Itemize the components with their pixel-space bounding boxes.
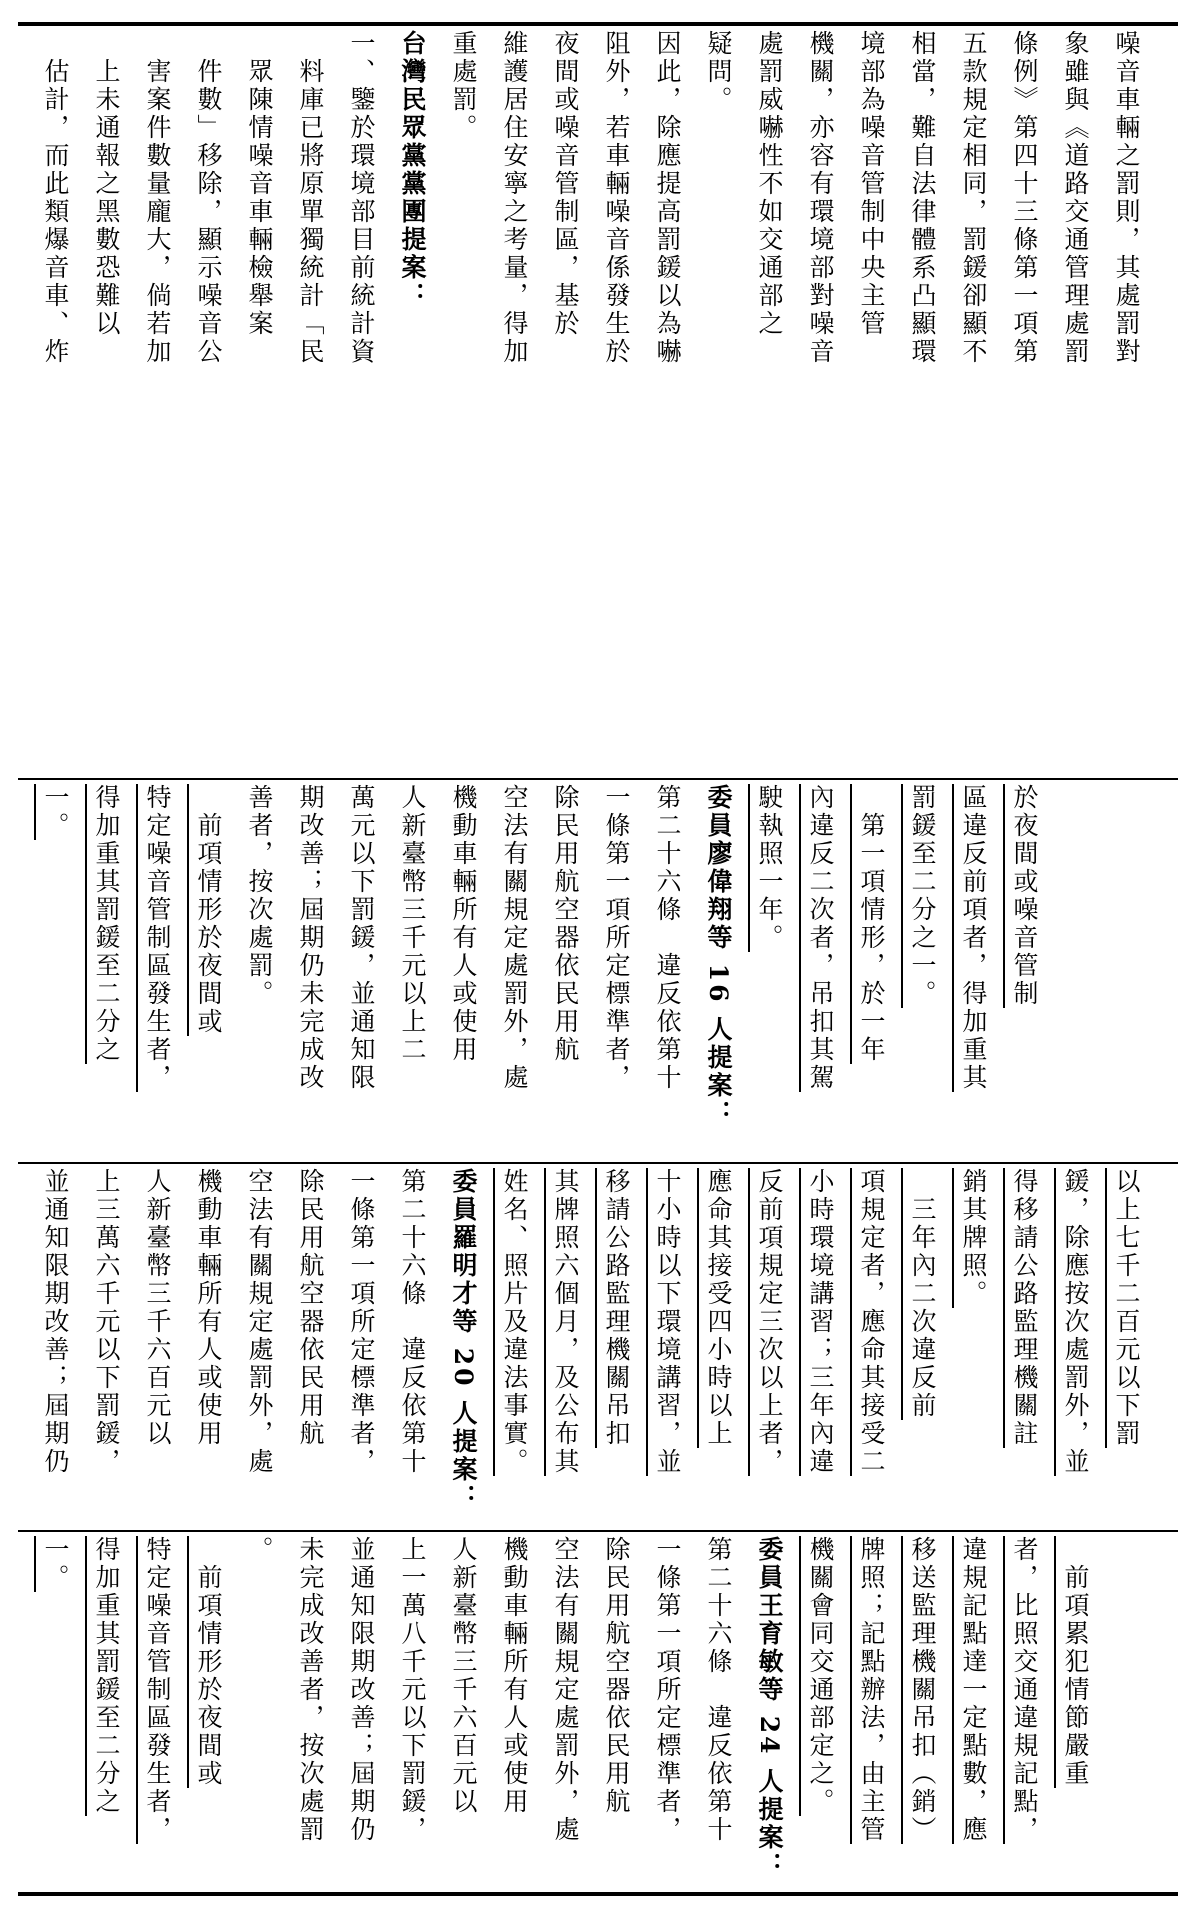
text-line: 移請公路監理機關吊扣 [602,1168,631,1448]
text-line: 相當，難自法律體系凸顯環 [908,30,937,366]
text-line: 條例》第四十三條第一項第 [1010,30,1039,366]
text-line: 得移請公路監理機關註 [1010,1168,1039,1448]
middle-rule-right [18,778,1178,780]
text-line: 反前項規定三次以上者， [755,1168,784,1476]
proposal-heading: 委員廖偉翔等 16 人提案： [704,784,733,1129]
text-line: 罰鍰至二分之一。 [908,784,937,1008]
text-line: 上未通報之黑數恐難以 [92,30,121,338]
text-line: 空法有關規定處罰外，處 [500,784,529,1092]
text-line: 阻外，若車輛噪音係發生於 [602,30,631,366]
text-line: 者，比照交通違規記點， [1010,1536,1039,1844]
text-line: 小時環境講習；三年內違 [806,1168,835,1476]
text-line: 疑問。 [704,30,733,114]
text-line: 機關，亦容有環境部對噪音 [806,30,835,366]
text-line: 夜間或噪音管制區，基於 [551,30,580,338]
text-line: 噪音車輛之罰則，其處罰對 [1112,30,1141,366]
panel-top-right [30,30,1180,400]
text-column [30,1536,1101,1888]
text-line: 害案件數量龐大，倘若加 [143,30,172,366]
text-line: 重處罰。 [449,30,478,142]
text-line: 一條第一項所定標準者， [347,1168,376,1476]
text-line: 人新臺幣三千元以上二 [398,784,427,1064]
text-line: 處罰威嚇性不如交通部之 [755,30,784,338]
text-line: 特定噪音管制區發生者， [143,1536,172,1844]
text-line: 並通知限期改善；屆期仍 [41,1168,70,1476]
text-line: 移送監理機關吊扣（銷） [908,1536,937,1844]
text-line: 鍰，除應按次處罰外，並 [1061,1168,1090,1476]
text-line: 特定噪音管制區發生者， [143,784,172,1092]
text-line: 善者，按次處罰。 [245,784,274,1008]
text-column [30,784,1050,1156]
text-column [30,1168,1152,1524]
bottom-border-rule [18,1892,1178,1896]
proposal-heading: 台灣民眾黨黨團提案： [398,30,427,310]
text-line: 駛執照一年。 [755,784,784,952]
text-line: 一條第一項所定標準者， [653,1536,682,1844]
text-line: 牌照；記點辦法，由主管 [857,1536,886,1844]
text-line: 人新臺幣三千六百元以 [449,1536,478,1816]
text-line: 於夜間或噪音管制 [1010,784,1039,1008]
text-line: 機動車輛所有人或使用 [194,1168,223,1448]
text-line: 項規定者，應命其接受二 [857,1168,886,1476]
text-line: 萬元以下罰鍰，並通知限 [347,784,376,1092]
text-line: 空法有關規定處罰外，處 [551,1536,580,1844]
text-line: 五款規定相同，罰鍰卻顯不 [959,30,988,366]
text-line: 得加重其罰鍰至二分之 [92,1536,121,1816]
proposal-heading: 委員羅明才等 20 人提案： [449,1168,478,1513]
text-line: 上一萬八千元以下罰鍰， [398,1536,427,1844]
text-line: 三年內二次違反前 [908,1168,937,1420]
text-line: 內違反二次者，吊扣其駕 [806,784,835,1092]
text-line: 一。 [41,1536,70,1592]
text-line: 違規記點達一定點數，應 [959,1536,988,1844]
text-line: 前項累犯情節嚴重 [1061,1536,1090,1788]
text-line: 人新臺幣三千六百元以 [143,1168,172,1448]
middle-rule-center [18,1162,1178,1164]
text-line: 估計，而此類爆音車、炸 [41,30,70,366]
text-line: 維護居住安寧之考量，得加 [500,30,529,366]
top-border-rule [18,22,1178,26]
text-line: 除民用航空器依民用航 [551,784,580,1064]
text-line: 一。 [41,784,70,840]
text-line: 機關會同交通部定之。 [806,1536,835,1816]
text-line: 銷其牌照。 [959,1168,988,1308]
text-line: 空法有關規定處罰外，處 [245,1168,274,1476]
text-line: 因此，除應提高罰鍰以為嚇 [653,30,682,366]
panel-bottom-right [30,784,1180,1156]
text-line: 上三萬六千元以下罰鍰， [92,1168,121,1476]
text-line: 前項情形於夜間或 [194,784,223,1036]
text-line: 機動車輛所有人或使用 [449,784,478,1064]
text-line: 象雖與《道路交通管理處罰 [1061,30,1090,366]
text-line: 。 [245,1536,274,1564]
text-line: 姓名、照片及違法事實。 [500,1168,529,1476]
text-line: 第一項情形，於一年 [857,784,886,1064]
text-line: 眾陳情噪音車輛檢舉案 [245,30,274,338]
text-column [30,30,1152,400]
text-line: 一、鑒於環境部目前統計資 [347,30,376,366]
text-line: 以上七千二百元以下罰 [1112,1168,1141,1448]
text-line: 機動車輛所有人或使用 [500,1536,529,1816]
text-line: 得加重其罰鍰至二分之 [92,784,121,1064]
text-line: 第二十六條 違反依第十 [704,1536,733,1844]
text-line: 期改善；屆期仍未完成改 [296,784,325,1092]
text-line: 並通知限期改善；屆期仍 [347,1536,376,1844]
text-line: 區違反前項者，得加重其 [959,784,988,1092]
text-line: 應命其接受四小時以上 [704,1168,733,1448]
text-line: 第二十六條 違反依第十 [653,784,682,1092]
panel-bottom-middle [30,1168,1180,1524]
text-line: 件數」移除，顯示噪音公 [194,30,223,366]
text-line: 境部為噪音管制中央主管 [857,30,886,338]
text-line: 除民用航空器依民用航 [602,1536,631,1816]
proposal-heading: 委員王育敏等 24 人提案： [755,1536,784,1881]
text-line: 除民用航空器依民用航 [296,1168,325,1448]
text-line: 第二十六條 違反依第十 [398,1168,427,1476]
middle-rule-left [18,1530,1178,1532]
text-line: 料庫已將原單獨統計「民 [296,30,325,366]
panel-bottom-left [30,1536,1180,1888]
text-line: 未完成改善者，按次處罰 [296,1536,325,1844]
text-line: 一條第一項所定標準者， [602,784,631,1092]
text-line: 其牌照六個月，及公布其 [551,1168,580,1476]
text-line: 前項情形於夜間或 [194,1536,223,1788]
text-line: 十小時以下環境講習，並 [653,1168,682,1476]
